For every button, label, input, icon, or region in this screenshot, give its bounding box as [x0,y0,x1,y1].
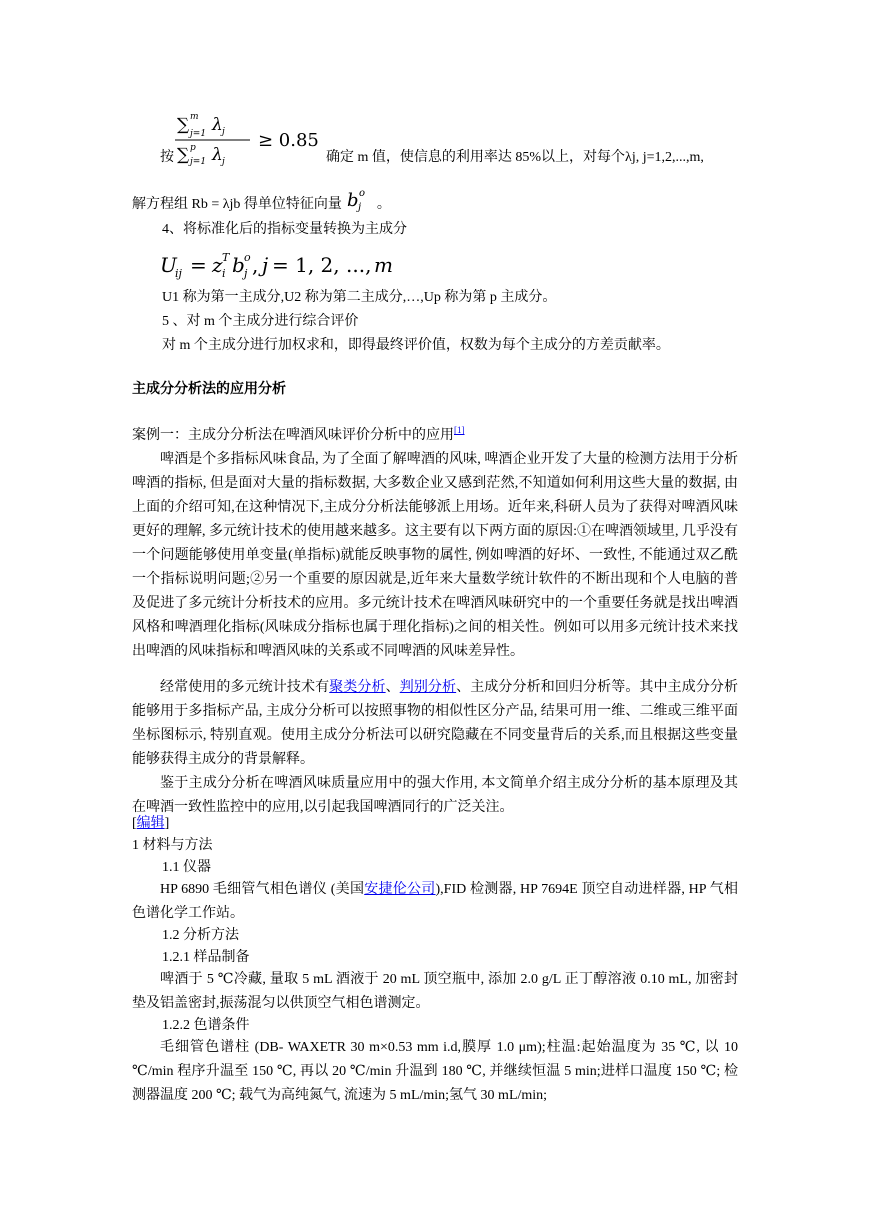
svg-text:T: T [222,251,230,264]
chromatography-paragraph: 毛细管色谱柱 (DB- WAXETR 30 m×0.53 mm i.d,膜厚 1.0 μm);柱温:起始温度为 35 ℃, 以 10 ℃/min 程序升温至 150 ℃, 再以 20 ℃/min 升温到 180 ℃, 并继续恒温 5 min;进样口温度 150 ℃; 检测器温度 200 ℃; 载气为高纯氮气, 流速为 5 mL/min;氢气 30 mL/min; [132,1040,738,1103]
edit-line [132,812,738,836]
edit-link[interactable]: 编辑 [136,816,165,831]
step5-description: 对 m 个主成分进行加权求和，即得最终评价值，权数为每个主成分的方差贡献率。 [162,338,670,353]
svg-text:o: o [244,251,251,264]
svg-text:λ: λ [212,115,223,135]
case1-title-text: 案例一：主成分分析法在啤酒风味评价分析中的应用 [132,428,454,443]
svg-text:p: p [190,143,196,153]
svg-text:j: j [262,253,269,277]
case1-paragraph-1: 啤酒是个多指标风味食品, 为了全面了解啤酒的风味, 啤酒企业开发了大量的检测方法用于分析啤酒的指标, 但是面对大量的指标数据, 大多数企业又感到茫然,不知道如何利用这些大量的数据, 由上面的介绍可知,在这种情况下,主成分分析法能够派上用场。近年来,科研人员为了获得对啤酒风味更好的理解, 多元统计技术的使用越来越多。这主要有以下两方面的原因:①在啤酒领域里, 几乎没有一个问题能够使用单变量(单指标)就能反映事物的属性, 例如啤酒的好坏、一致性, 不能通过双乙酰一个指标说明问题;②另一个重要的原因就是,近年来大量数学统计软件的不断出现和个人电脑的普及促进了多元统计分析技术的应用。多元统计技术在啤酒风味研究中的一个重要任务就是找出啤酒风格和啤酒理化指标(风味成分指标也属于理化指标)之间的相关性。例如可以用多元统计技术来找出啤酒的风味指标和啤酒风味的关系或不同啤酒的风味差异性。 [132,452,738,659]
svg-text:j=1: j=1 [190,157,207,166]
step4-title: 4、将标准化后的指标变量转换为主成分 [162,222,407,237]
svg-text:,: , [252,253,259,277]
formula-explanation: 确定 m 值，使信息的利用率达 85%以上，对每个λj, j=1,2,...,m, [326,150,704,165]
svg-text:=: = [190,253,207,277]
svg-text:∑: ∑ [177,145,190,165]
instrument-text-a: HP 6890 毛细管气相色谱仪 (美国 [160,882,365,897]
svg-text:j: j [244,267,248,280]
p2-sep: 、 [385,680,400,695]
svg-text:z: z [212,253,223,277]
case1-title [132,424,738,448]
case1-paragraph-2 [132,676,738,772]
principal-component-formula [158,246,398,282]
svg-text:m: m [190,112,199,122]
edit-close: ] [164,816,170,831]
case1-paragraph-3: 鉴于主成分分析在啤酒风味质量应用中的强大作用, 本文简单介绍主成分分析的基本原理及其在啤酒一致性监控中的应用,以引起我国啤酒同行的广泛关注。 [132,776,738,815]
svg-text:j: j [222,157,225,166]
svg-text:j: j [358,202,362,212]
agilent-link[interactable]: 安捷伦公司 [364,882,436,897]
svg-text:o: o [359,188,366,199]
discriminant-analysis-link[interactable]: 判别分析 [399,680,457,695]
instrument-text-b: ),FID 检测器, HP 7694E 顶空自动进样器, HP 气相色谱化学工作站。 [132,882,738,921]
svg-text:i: i [222,267,226,280]
eigen-line [132,186,738,217]
edit-open: [ [132,816,137,831]
components-naming: U1 称为第一主成分,U2 称为第二主成分,…,Up 称为第 p 主成分。 [162,290,557,305]
unit-eigenvector-symbol [345,186,373,212]
formula-prefix: 按 [160,150,174,165]
svg-text:U: U [160,253,177,277]
step5-title: 5 、对 m 个主成分进行综合评价 [162,314,359,329]
sample-prep-paragraph: 啤酒于 5 ℃冷藏, 量取 5 mL 酒液于 20 mL 顶空瓶中, 添加 2.0 g/L 正丁醇溶液 0.10 mL, 加密封垫及铝盖密封,振荡混匀以供顶空气相色谱测定。 [132,972,738,1011]
svg-text:b: b [347,190,359,211]
p2-text-a: 经常使用的多元统计技术有 [160,680,330,695]
svg-text:b: b [232,253,245,277]
svg-text:≥ 0.85: ≥ 0.85 [258,130,319,151]
svg-text:j=1: j=1 [190,129,207,139]
eigen-end: 。 [376,197,391,212]
instrument-paragraph [132,878,738,926]
svg-text:ij: ij [175,267,182,280]
instrument-heading: 1.1 仪器 [162,860,211,875]
sample-prep-heading: 1.2.1 样品制备 [162,950,250,965]
methods-heading: 1 材料与方法 [132,838,213,853]
eigen-text: 解方程组 Rb = λjb 得单位特征向量 [132,197,342,212]
svg-text:∑: ∑ [177,115,190,135]
section-heading: 主成分分析法的应用分析 [132,382,286,397]
svg-text:= 1, 2, ...,: = 1, 2, ..., [272,253,372,277]
svg-text:j: j [222,127,225,137]
p2-text-b: 、主成分分析和回归分析等。其中主成分分析能够用于多指标产品, 主成分分析可以按照事物的相似性区分产品, 结果可用一维、二维或三维平面坐标图标示, 特别直观。使用主成分分析法可以研究隐藏在不同变量背后的关系,而且根据这些变量能够获得主成分的背景解释。 [132,680,739,767]
reference-link[interactable]: [1] [454,425,465,435]
svg-text:m: m [374,253,393,277]
chromatography-heading: 1.2.2 色谱条件 [162,1018,250,1033]
method-heading: 1.2 分析方法 [162,928,239,943]
svg-text:λ: λ [212,145,223,165]
cumulative-ratio-formula [172,106,332,166]
cluster-analysis-link[interactable]: 聚类分析 [329,680,386,695]
